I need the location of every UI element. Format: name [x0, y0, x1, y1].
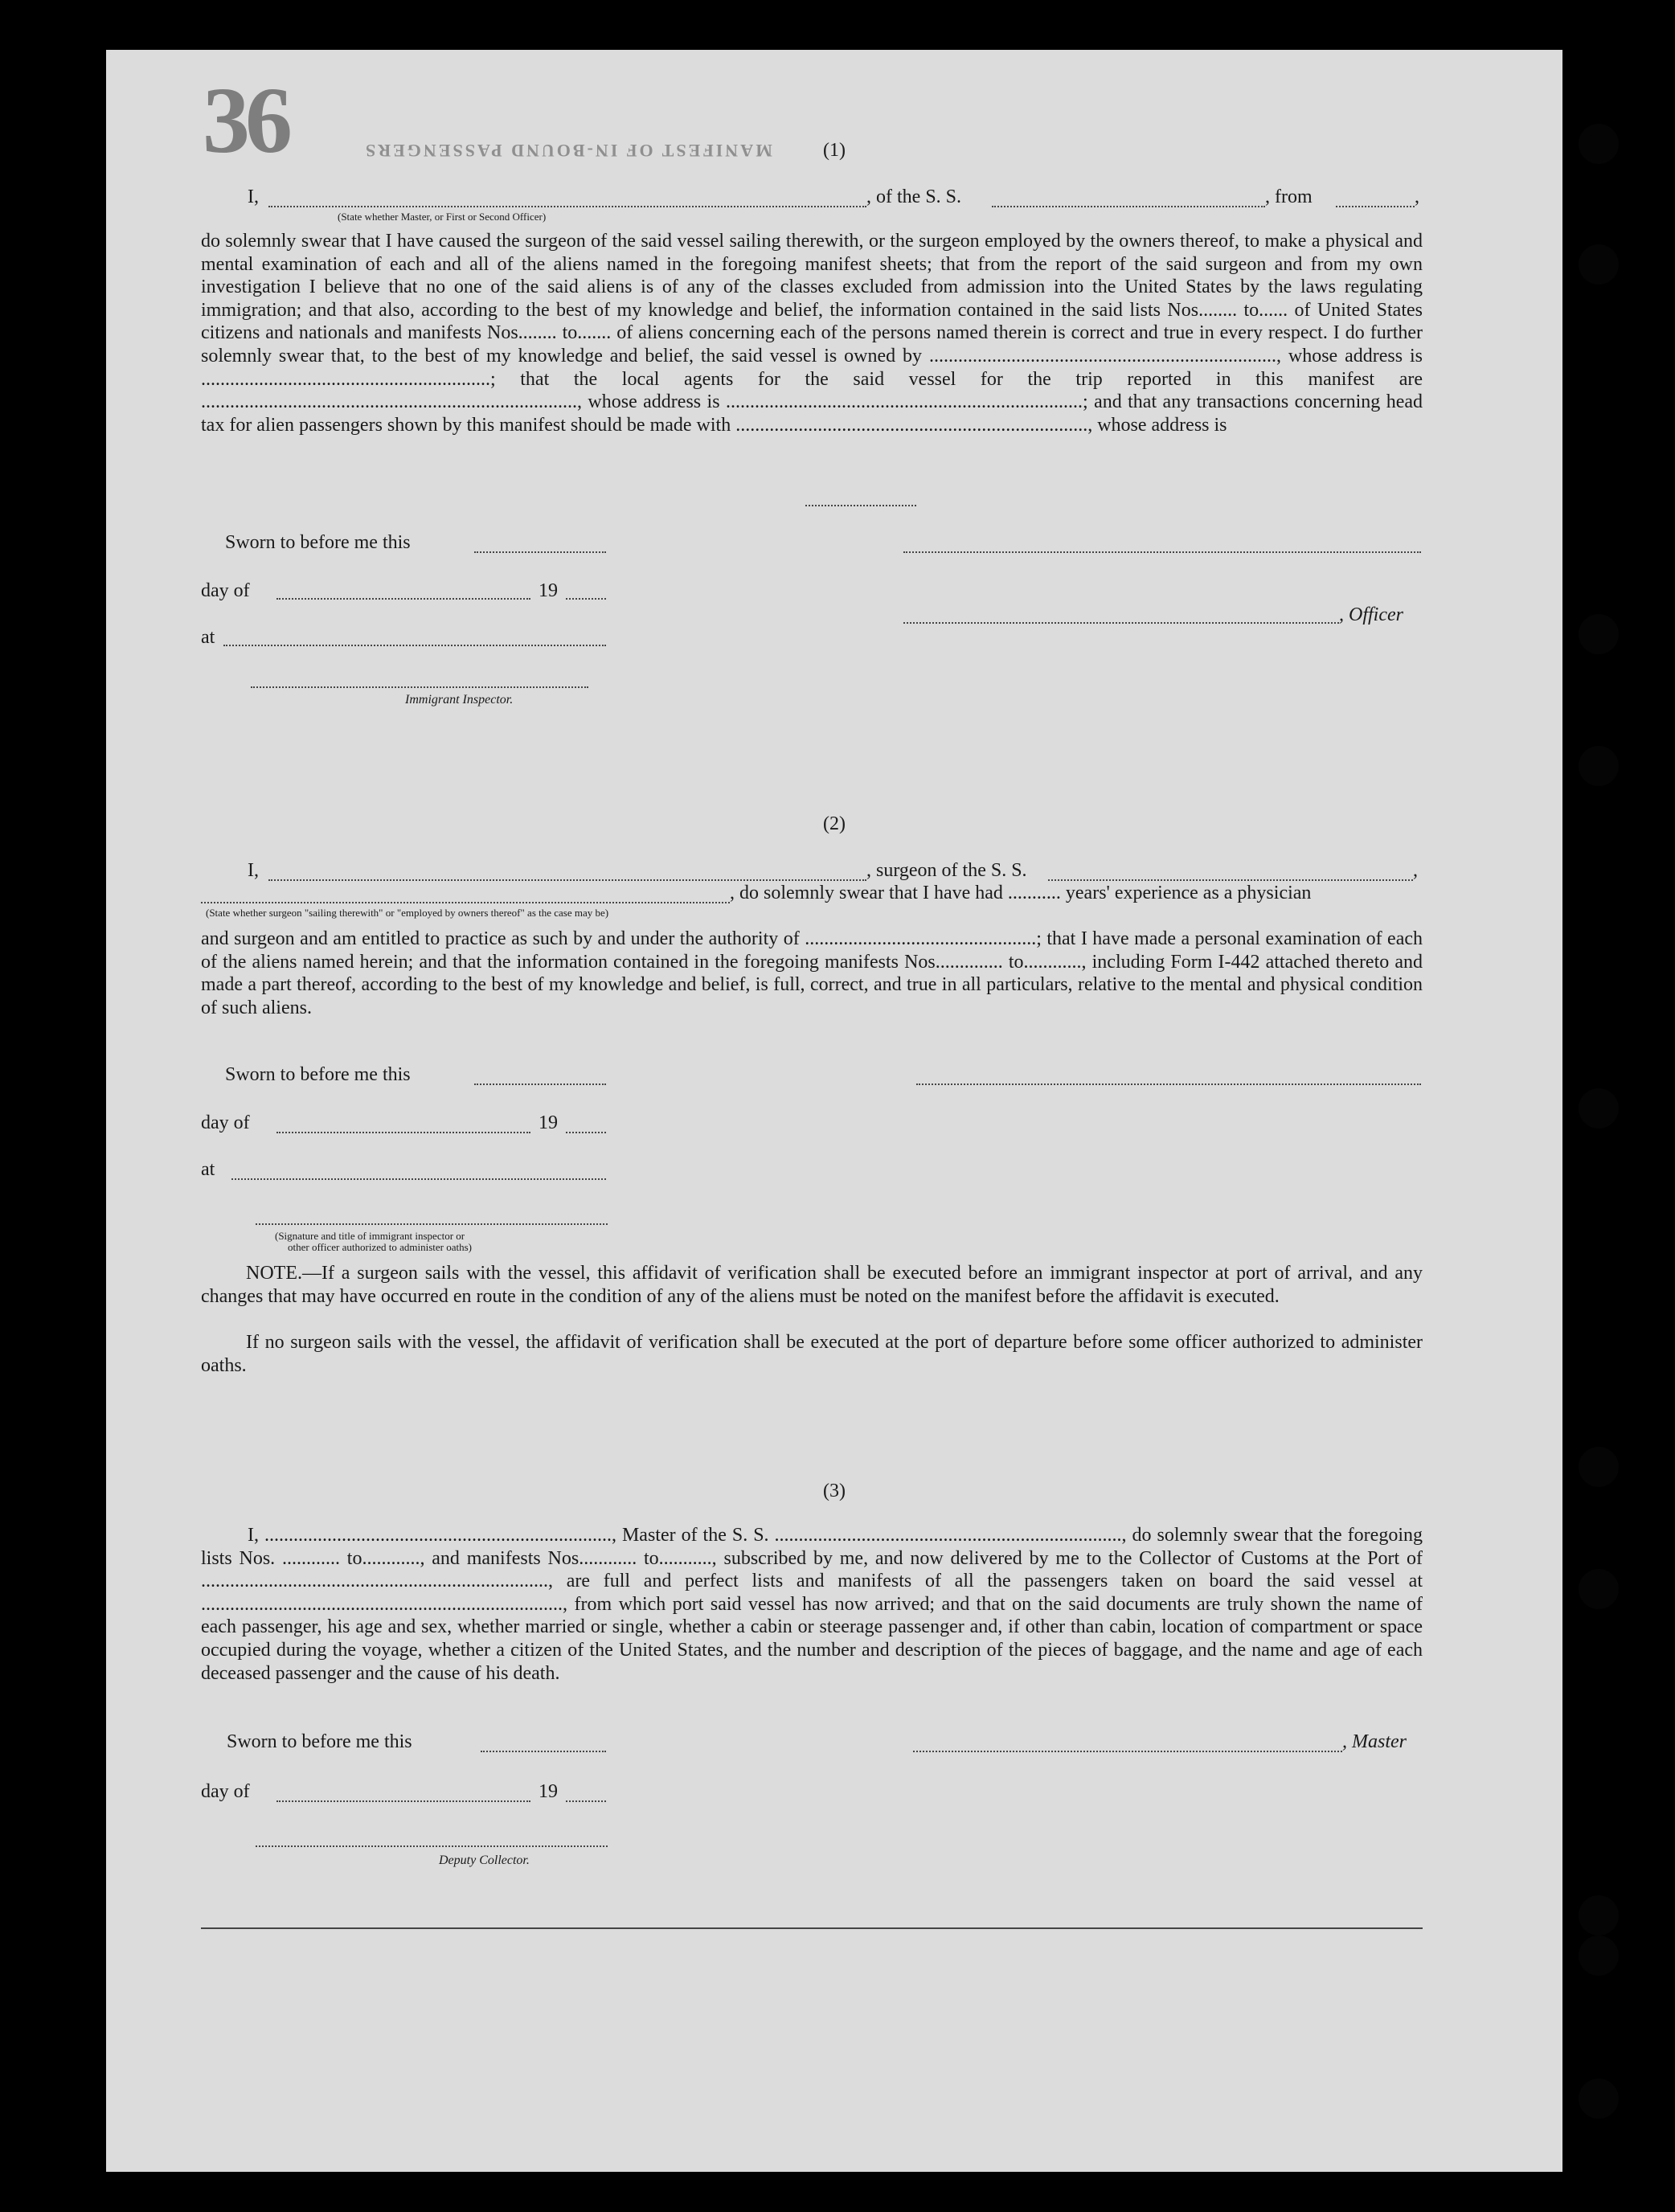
- section-2-number: (2): [823, 813, 846, 834]
- s1-sworn-date-field[interactable]: [474, 551, 606, 553]
- s2-signature-caption-2: other officer authorized to administer oaths): [288, 1241, 472, 1253]
- s2-surgeon-name-field[interactable]: [268, 879, 866, 881]
- s1-inspector-signature-field[interactable]: [251, 686, 588, 688]
- s2-day-of-label: day of: [201, 1112, 250, 1133]
- s1-i: I,: [248, 186, 259, 207]
- s2-vessel-field[interactable]: [1048, 879, 1413, 881]
- s1-from: , from: [1265, 186, 1313, 207]
- s2-officer-signature-field[interactable]: [256, 1223, 608, 1225]
- s2-surgeon-of-ss: , surgeon of the S. S.: [866, 860, 1027, 881]
- s3-sworn-date-field[interactable]: [481, 1751, 606, 1752]
- s1-day-of-label: day of: [201, 580, 250, 601]
- punch-hole: [1579, 614, 1619, 654]
- s1-day-field[interactable]: [276, 598, 530, 600]
- s2-oath-text: and surgeon and am entitled to practice as such by and under the authority of ................................................; that I have made a personal examination of each of the aliens named herein; and that the information contained in the foregoing manifests Nos.............. to............, including Form I-442 attached thereto and made a part thereof, according to the best of my knowledge and belief, is full, correct, and true in all particulars, relative to the mental and physical condition of such aliens.: [201, 928, 1423, 1018]
- s2-sworn-label: Sworn to before me this: [225, 1064, 411, 1085]
- punch-hole: [1579, 1895, 1619, 1936]
- s2-comma: ,: [1413, 860, 1418, 881]
- s1-comma: ,: [1415, 186, 1419, 207]
- s1-tail-field[interactable]: [805, 505, 916, 506]
- s3-day-of-label: day of: [201, 1781, 250, 1802]
- s2-note-2: If no surgeon sails with the vessel, the affidavit of verification shall be executed at the port of departure before some officer authorized to administer oaths.: [201, 1332, 1423, 1376]
- section-3-number: (3): [823, 1481, 846, 1501]
- section-1-number: (1): [823, 140, 846, 161]
- s2-signature-caption-1: (Signature and title of immigrant inspector or: [275, 1230, 465, 1242]
- s1-at-field[interactable]: [223, 645, 606, 646]
- s2-year-label: 19: [539, 1112, 558, 1133]
- bleed-through-header: MANIFEST OF IN-BOUND PASSENGERS: [363, 141, 772, 161]
- s2-i: I,: [248, 860, 259, 881]
- s1-signature-field[interactable]: [903, 551, 1421, 553]
- s3-year-label: 19: [539, 1781, 558, 1802]
- punch-hole: [1579, 746, 1619, 786]
- s3-collector-caption: Deputy Collector.: [439, 1854, 530, 1867]
- punch-hole: [1579, 1936, 1619, 1976]
- s3-master-label: , Master: [1342, 1731, 1407, 1752]
- punch-hole: [1579, 1569, 1619, 1609]
- s2-swear-line: , do solemnly swear that I have had ........... years' experience as a physician: [730, 883, 1312, 903]
- punch-hole: [1579, 124, 1619, 164]
- punch-hole: [1579, 244, 1619, 285]
- s1-year-label: 19: [539, 580, 558, 601]
- bottom-rule: [201, 1927, 1423, 1929]
- s3-day-field[interactable]: [276, 1800, 530, 1802]
- s1-at-label: at: [201, 627, 215, 648]
- s2-at-field[interactable]: [231, 1178, 606, 1180]
- s3-year-field[interactable]: [566, 1800, 606, 1802]
- s1-oath-text: do solemnly swear that I have caused the surgeon of the said vessel sailing therewith, or the surgeon employed by the owners thereof, to make a physical and mental examination of each and all of the aliens named in the foregoing manifest sheets; that from the report of the said surgeon and from my own investigation I believe that no one of the said aliens is of any of the classes excluded from admission into the United States by the laws regulating immigration; and that also, according to the best of my knowledge and belief, the information contained in the said lists Nos........ to...... of United States citizens and nationals and manifests Nos........ to....... of aliens concerning each of the persons named therein is correct and true in every respect. I do further solemnly swear that, to the best of my knowledge and belief, the said vessel is owned by ........................................................................, whose address is ............................................................; that the local agents for the said vessel for the trip reported in this manifest are .............................................................................., whose address is ..........................................................................; and that any transactions concerning head tax for alien passengers shown by this manifest should be made with ........................................................................., whose address is: [201, 231, 1423, 436]
- s1-from-field[interactable]: [1336, 206, 1415, 207]
- s1-officer-field[interactable]: [268, 206, 866, 207]
- s1-state-caption: (State whether Master, or First or Second Officer): [338, 211, 547, 223]
- s1-of-ss: , of the S. S.: [866, 186, 962, 207]
- s2-state-caption: (State whether surgeon "sailing therewith" or "employed by owners thereof" as the case may be): [206, 907, 609, 919]
- punch-hole: [1579, 1088, 1619, 1129]
- s2-day-field[interactable]: [276, 1132, 530, 1133]
- s2-signature-field[interactable]: [916, 1083, 1421, 1085]
- s2-note-1: NOTE.—If a surgeon sails with the vessel, this affidavit of verification shall be executed before an immigrant inspector at port of arrival, and any changes that may have occurred en route in the condition of any of the aliens must be noted on the manifest before the affidavit is executed.: [201, 1263, 1423, 1307]
- s2-year-field[interactable]: [566, 1132, 606, 1133]
- s2-at-label: at: [201, 1159, 215, 1180]
- page-number-stamp: 36: [203, 68, 288, 173]
- s1-year-field[interactable]: [566, 598, 606, 600]
- s1-sworn-label: Sworn to before me this: [225, 532, 411, 553]
- s3-oath-text: I, ........................................................................, Master of the S. S. ........................................................................, do solemnly swear that the foregoing lists Nos. ............ to............, and manifests Nos............ to..........., subscribed by me, and now delivered by me to the Collector of Customs at the Port of ........................................................................, are full and perfect lists and manifests of all the passengers taken on board the said vessel at ..........................................................................., from which port said vessel has now arrived; and that on the said documents are truly shown the name of each passenger, his age and sex, whether married or single, whether a cabin or steerage passenger and, if other than cabin, location of compartment or space occupied during the voyage, whether a citizen of the United States, and the number and description of the pieces of baggage, and the name and age of each deceased passenger and the cause of his death.: [201, 1525, 1423, 1684]
- punch-hole: [1579, 1447, 1619, 1487]
- punch-hole: [1579, 2079, 1619, 2119]
- s1-officer-label: , Officer: [1339, 604, 1403, 625]
- s3-sworn-label: Sworn to before me this: [227, 1731, 412, 1752]
- s3-collector-signature-field[interactable]: [256, 1845, 608, 1847]
- s1-officer-signature-field[interactable]: [903, 622, 1339, 624]
- s1-vessel-field[interactable]: [992, 206, 1265, 207]
- s1-inspector-caption: Immigrant Inspector.: [405, 693, 514, 707]
- s2-sworn-date-field[interactable]: [474, 1083, 606, 1085]
- manifest-page: [106, 50, 1562, 2172]
- s2-status-field[interactable]: [201, 902, 730, 903]
- s3-master-signature-field[interactable]: [913, 1751, 1342, 1752]
